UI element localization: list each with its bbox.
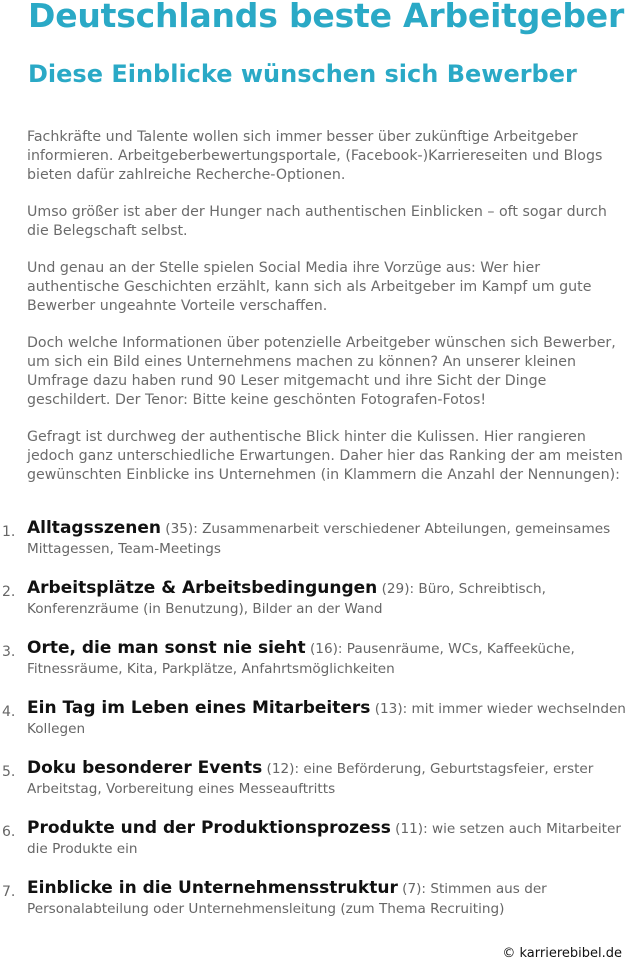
ranking-item-text bbox=[27, 758, 633, 799]
ranking-item-title: Alltagsszenen bbox=[27, 518, 161, 538]
copyright-notice: © karrierebibel.de bbox=[502, 946, 622, 961]
ranking-number: 4. bbox=[2, 704, 16, 720]
intro-paragraph: Gefragt ist durchweg der authentische Blick hinter die Kulissen. Hier rangieren jedoch ganz unterschiedliche Erwartungen. Daher hier das Ranking der am meisten gewünschten Einblicke ins Unternehmen (in Klammern die Anzahl der Nennungen): bbox=[27, 429, 623, 483]
ranking-item-count: (16) bbox=[305, 641, 338, 657]
page-subtitle: Diese Einblicke wünschen sich Bewerber bbox=[28, 60, 577, 88]
ranking-number: 6. bbox=[2, 824, 16, 840]
ranking-item-text bbox=[27, 698, 633, 739]
ranking-item-title: Arbeitsplätze & Arbeitsbedingungen bbox=[27, 578, 378, 598]
intro-paragraph: Und genau an der Stelle spielen Social Media ihre Vorzüge aus: Wer hier authentische Geschichten erzählt, kann sich als Arbeitgeber im Kampf um gute Bewerber ungeahnte Vorteile verschaffen. bbox=[27, 260, 592, 314]
ranking-item-title: Einblicke in die Unternehmensstruktur bbox=[27, 878, 398, 898]
ranking-item-title: Doku besonderer Events bbox=[27, 758, 263, 778]
ranking-item-count: (29) bbox=[377, 581, 410, 597]
ranking-item-text bbox=[27, 818, 633, 859]
ranking-list bbox=[0, 518, 636, 938]
ranking-item-description: : Stimmen aus der Personalabteilung oder Unternehmensleitung (zum Thema Recruiting) bbox=[27, 881, 547, 917]
ranking-item-title: Produkte und der Produktionsprozess bbox=[27, 818, 391, 838]
ranking-item bbox=[0, 698, 636, 758]
ranking-item-description: : mit immer wieder wechselnden Kollegen bbox=[27, 701, 626, 737]
ranking-item-text bbox=[27, 878, 633, 919]
intro-paragraph: Umso größer ist aber der Hunger nach authentischen Einblicken – oft sogar durch die Belegschaft selbst. bbox=[27, 204, 607, 239]
ranking-item-text bbox=[27, 578, 633, 619]
ranking-number: 3. bbox=[2, 644, 16, 660]
intro-paragraph: Fachkräfte und Talente wollen sich immer besser über zukünftige Arbeitgeber informieren. Arbeitgeberbewertungsportale, (Facebook-)Karriereseiten und Blogs bieten dafür zahlreiche Recherche-Optionen. bbox=[27, 129, 603, 183]
ranking-number: 5. bbox=[2, 764, 16, 780]
ranking-item bbox=[0, 638, 636, 698]
ranking-item-count: (12) bbox=[262, 761, 295, 777]
ranking-item bbox=[0, 878, 636, 938]
intro-paragraph: Doch welche Informationen über potenzielle Arbeitgeber wünschen sich Bewerber, um sich ein Bild eines Unternehmens machen zu können? An unserer kleinen Umfrage dazu haben rund 90 Leser mitgemacht und ihre Sicht der Dinge geschildert. Der Tenor: Bitte keine geschönten Fotografen-Fotos! bbox=[27, 335, 616, 408]
ranking-item-description: : wie setzen auch Mitarbeiter die Produkte ein bbox=[27, 821, 621, 857]
ranking-number: 2. bbox=[2, 584, 16, 600]
ranking-item bbox=[0, 758, 636, 818]
ranking-item-description: : Büro, Schreibtisch, Konferenzräume (in Benutzung), Bilder an der Wand bbox=[27, 581, 546, 617]
ranking-number: 7. bbox=[2, 884, 16, 900]
ranking-item-title: Ein Tag im Leben eines Mitarbeiters bbox=[27, 698, 371, 718]
ranking-item-description: : eine Beförderung, Geburtstagsfeier, erster Arbeitstag, Vorbereitung eines Messeauftritts bbox=[27, 761, 594, 797]
ranking-item-count: (7) bbox=[397, 881, 422, 897]
ranking-item-title: Orte, die man sonst nie sieht bbox=[27, 638, 306, 658]
page-title: Deutschlands beste Arbeitgeber bbox=[28, 0, 625, 35]
ranking-item bbox=[0, 518, 636, 578]
ranking-item bbox=[0, 578, 636, 638]
ranking-item-count: (35) bbox=[160, 521, 194, 537]
intro-text bbox=[27, 128, 627, 503]
ranking-item-description: : Pausenräume, WCs, Kaffeeküche, Fitnessräume, Kita, Parkplätze, Anfahrtsmöglichkeiten bbox=[27, 641, 575, 677]
ranking-item-text bbox=[27, 638, 633, 679]
ranking-number: 1. bbox=[2, 524, 16, 540]
ranking-item-count: (11) bbox=[390, 821, 424, 837]
ranking-item-count: (13) bbox=[370, 701, 403, 717]
ranking-item-text bbox=[27, 518, 633, 559]
ranking-item-description: : Zusammenarbeit verschiedener Abteilungen, gemeinsames Mittagessen, Team-Meetings bbox=[27, 521, 611, 557]
ranking-item bbox=[0, 818, 636, 878]
